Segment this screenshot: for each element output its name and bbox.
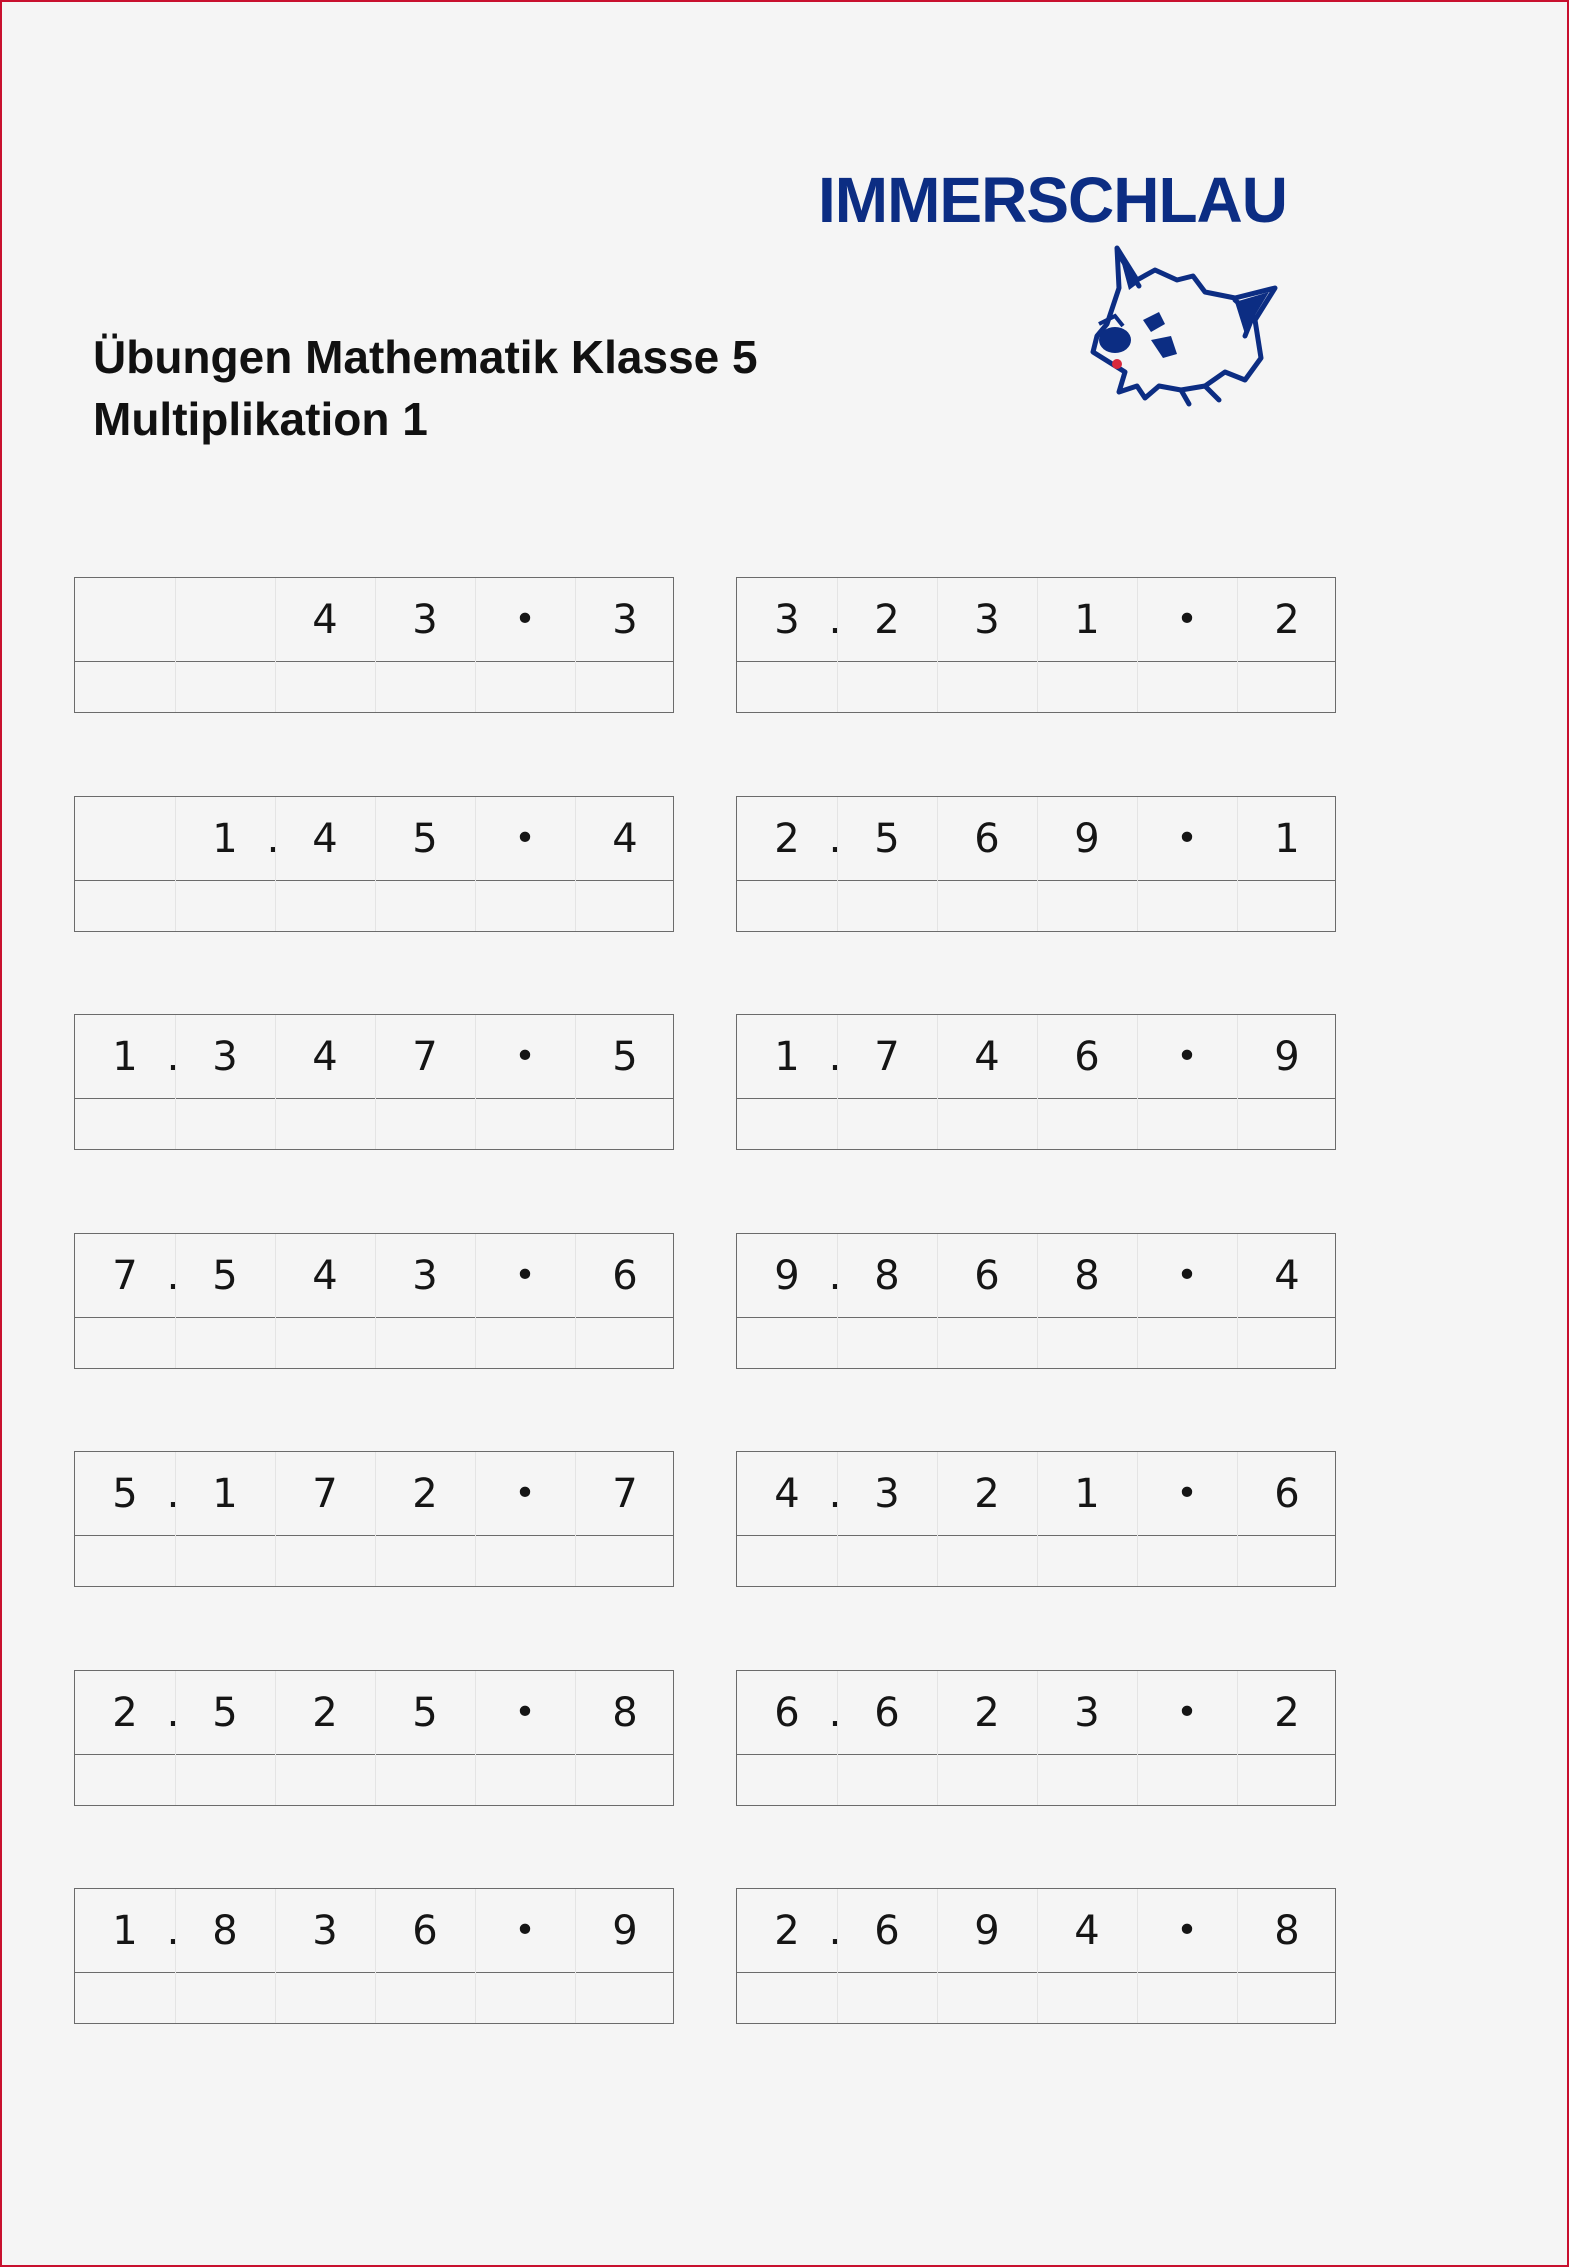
- factor-digit: 4: [612, 815, 638, 862]
- answer-row[interactable]: [75, 1973, 673, 2024]
- answer-row[interactable]: [737, 1973, 1335, 2024]
- multiply-operator: •: [1176, 1910, 1198, 1951]
- multiply-operator: •: [1176, 599, 1198, 640]
- answer-row[interactable]: [737, 1099, 1335, 1150]
- answer-row[interactable]: [737, 662, 1335, 713]
- number-digit: 8: [1074, 1252, 1100, 1299]
- number-digit: 3: [312, 1907, 338, 1954]
- number-digit: 3: [212, 1033, 238, 1080]
- number-digit: 4: [312, 1252, 338, 1299]
- brand-name: IMMERSCHLAU: [818, 164, 1287, 236]
- number-digit: 3: [974, 596, 1000, 643]
- number-digit: 3: [774, 596, 800, 643]
- exercise-box: [736, 796, 1336, 932]
- number-digit: 2: [774, 1907, 800, 1954]
- multiply-operator: •: [514, 818, 536, 859]
- number-digit: 7: [412, 1033, 438, 1080]
- number-digit: 3: [874, 1470, 900, 1517]
- thousands-separator: .: [166, 1907, 180, 1954]
- thousands-separator: .: [828, 1252, 842, 1299]
- number-digit: 6: [874, 1689, 900, 1736]
- number-digit: 5: [212, 1252, 238, 1299]
- number-digit: 4: [774, 1470, 800, 1517]
- number-digit: [75, 578, 175, 661]
- number-digit: 1: [774, 1033, 800, 1080]
- answer-row[interactable]: [737, 1318, 1335, 1369]
- factor-digit: 8: [1274, 1907, 1300, 1954]
- thousands-separator: .: [828, 1470, 842, 1517]
- factor-digit: 5: [612, 1033, 638, 1080]
- thousands-separator: .: [166, 1252, 180, 1299]
- exercise-box: [736, 1233, 1336, 1369]
- multiply-operator: •: [514, 1473, 536, 1514]
- exercise-box: [736, 577, 1336, 713]
- exercise-box: [736, 1451, 1336, 1587]
- exercise-box: [74, 1014, 674, 1150]
- exercise-box: [74, 577, 674, 713]
- number-digit: 1: [1074, 596, 1100, 643]
- exercise-box: [74, 1670, 674, 1806]
- worksheet-title: [93, 326, 758, 450]
- number-digit: 3: [412, 596, 438, 643]
- exercise-box: [74, 1451, 674, 1587]
- thousands-separator: .: [166, 1689, 180, 1736]
- multiply-operator: •: [1176, 1255, 1198, 1296]
- number-digit: [175, 578, 275, 661]
- answer-row[interactable]: [75, 1318, 673, 1369]
- number-digit: 4: [312, 815, 338, 862]
- exercise-box: [736, 1014, 1336, 1150]
- answer-row[interactable]: [75, 662, 673, 713]
- factor-digit: 2: [1274, 596, 1300, 643]
- number-digit: 4: [312, 1033, 338, 1080]
- multiply-operator: •: [1176, 1473, 1198, 1514]
- number-digit: 7: [312, 1470, 338, 1517]
- number-digit: 4: [974, 1033, 1000, 1080]
- number-digit: 9: [974, 1907, 1000, 1954]
- multiply-operator: •: [1176, 1692, 1198, 1733]
- number-digit: 2: [412, 1470, 438, 1517]
- number-digit: 9: [1074, 815, 1100, 862]
- thousands-separator: .: [828, 1033, 842, 1080]
- answer-row[interactable]: [737, 1755, 1335, 1806]
- multiply-operator: •: [514, 1910, 536, 1951]
- title-line-2: Multiplikation 1: [93, 393, 428, 445]
- exercise-box: [736, 1670, 1336, 1806]
- number-digit: 3: [412, 1252, 438, 1299]
- number-digit: 7: [112, 1252, 138, 1299]
- number-digit: 5: [874, 815, 900, 862]
- exercise-box: [74, 796, 674, 932]
- thousands-separator: .: [166, 1470, 180, 1517]
- multiply-operator: •: [514, 1255, 536, 1296]
- multiply-operator: •: [1176, 818, 1198, 859]
- number-digit: 5: [412, 815, 438, 862]
- title-line-1: Übungen Mathematik Klasse 5: [93, 331, 758, 383]
- thousands-separator: .: [828, 1689, 842, 1736]
- exercise-box: [74, 1888, 674, 2024]
- factor-digit: 2: [1274, 1689, 1300, 1736]
- factor-digit: 3: [612, 596, 638, 643]
- factor-digit: 8: [612, 1689, 638, 1736]
- number-digit: 5: [212, 1689, 238, 1736]
- number-digit: 6: [974, 1252, 1000, 1299]
- multiply-operator: •: [514, 1692, 536, 1733]
- number-digit: 6: [412, 1907, 438, 1954]
- thousands-separator: .: [828, 815, 842, 862]
- number-digit: 1: [212, 815, 238, 862]
- exercise-box: [74, 1233, 674, 1369]
- number-digit: 2: [874, 596, 900, 643]
- answer-row[interactable]: [75, 1536, 673, 1587]
- thousands-separator: .: [828, 596, 842, 643]
- factor-digit: 4: [1274, 1252, 1300, 1299]
- number-digit: 4: [1074, 1907, 1100, 1954]
- factor-digit: 6: [1274, 1470, 1300, 1517]
- number-digit: 4: [312, 596, 338, 643]
- number-digit: 8: [874, 1252, 900, 1299]
- wolf-mascot-icon: [1085, 240, 1295, 408]
- number-digit: 1: [112, 1907, 138, 1954]
- number-digit: 6: [974, 815, 1000, 862]
- number-digit: 5: [412, 1689, 438, 1736]
- number-digit: [75, 797, 175, 880]
- number-digit: 5: [112, 1470, 138, 1517]
- number-digit: 2: [974, 1470, 1000, 1517]
- number-digit: 2: [774, 815, 800, 862]
- thousands-separator: .: [828, 1907, 842, 1954]
- factor-digit: 1: [1274, 815, 1300, 862]
- factor-digit: 6: [612, 1252, 638, 1299]
- number-digit: 2: [312, 1689, 338, 1736]
- answer-row[interactable]: [75, 1755, 673, 1806]
- thousands-separator: .: [166, 1033, 180, 1080]
- number-digit: 6: [774, 1689, 800, 1736]
- factor-digit: 9: [612, 1907, 638, 1954]
- number-digit: 1: [1074, 1470, 1100, 1517]
- number-digit: 9: [774, 1252, 800, 1299]
- factor-digit: 7: [612, 1470, 638, 1517]
- answer-row[interactable]: [75, 1099, 673, 1150]
- number-digit: 2: [112, 1689, 138, 1736]
- answer-row[interactable]: [737, 1536, 1335, 1587]
- multiply-operator: •: [514, 1036, 536, 1077]
- number-digit: 2: [974, 1689, 1000, 1736]
- answer-row[interactable]: [737, 881, 1335, 932]
- factor-digit: 9: [1274, 1033, 1300, 1080]
- number-digit: 1: [112, 1033, 138, 1080]
- number-digit: 1: [212, 1470, 238, 1517]
- answer-row[interactable]: [75, 881, 673, 932]
- number-digit: 8: [212, 1907, 238, 1954]
- multiply-operator: •: [1176, 1036, 1198, 1077]
- multiply-operator: •: [514, 599, 536, 640]
- number-digit: 3: [1074, 1689, 1100, 1736]
- exercise-box: [736, 1888, 1336, 2024]
- number-digit: 6: [874, 1907, 900, 1954]
- thousands-separator: .: [266, 815, 280, 862]
- number-digit: 6: [1074, 1033, 1100, 1080]
- number-digit: 7: [874, 1033, 900, 1080]
